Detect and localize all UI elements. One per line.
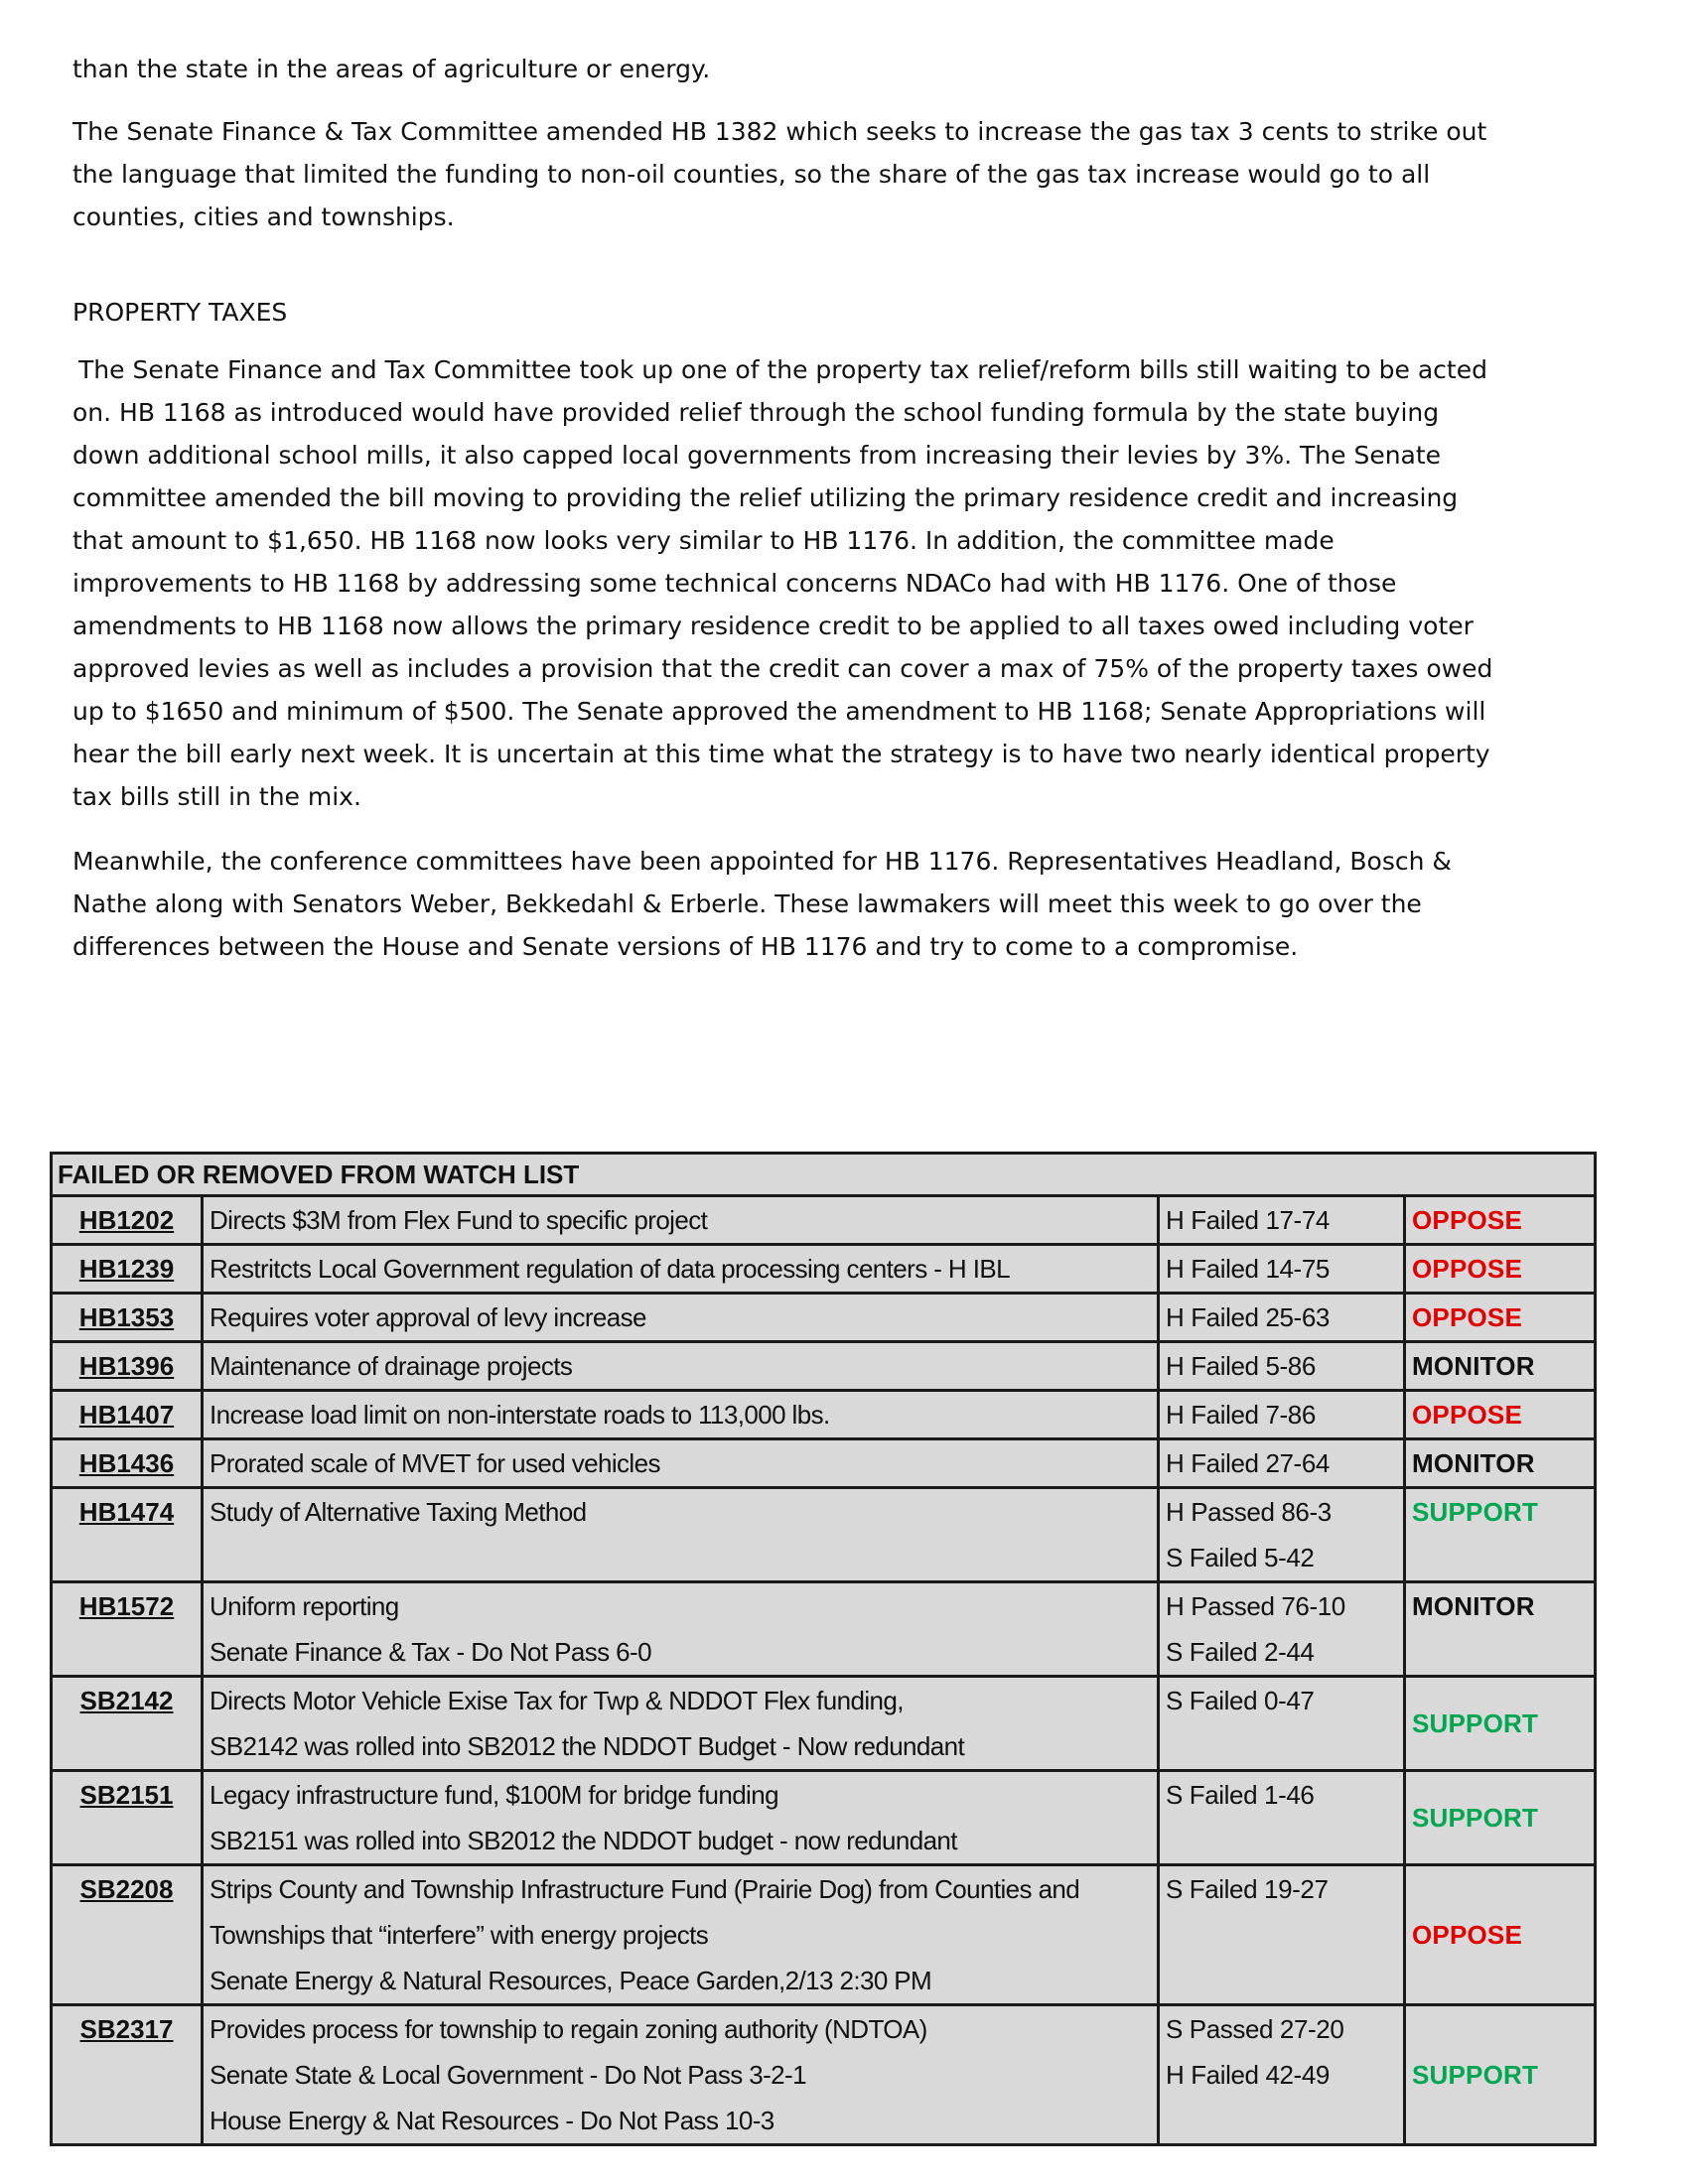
- table-row: [52, 1582, 1596, 1677]
- table-row: [52, 1865, 1596, 2005]
- table-row: [52, 1488, 1596, 1582]
- position-badge: SUPPORT: [1405, 1677, 1596, 1771]
- description-line: SB2142 was rolled into SB2012 the NDDOT Budget - Now redundant: [210, 1731, 965, 1761]
- position-badge: MONITOR: [1405, 1582, 1596, 1677]
- bill-link[interactable]: SB2142: [52, 1677, 203, 1771]
- position-badge: OPPOSE: [1405, 1294, 1596, 1342]
- vote-result: [1159, 1391, 1405, 1439]
- position-badge: OPPOSE: [1405, 1391, 1596, 1439]
- position-badge: SUPPORT: [1405, 1488, 1596, 1582]
- description-line: Legacy infrastructure fund, $100M for bridge funding: [210, 1780, 778, 1810]
- paragraph-hb1168: The Senate Finance and Tax Committee took up one of the property tax relief/reform bills still waiting to be acted on. HB 1168 as introduced would have provided relief through the school funding formula by the state buying down additional school mills, it also capped local governments from increasing their levies by 3%. The Senate committee amended the bill moving to providing the relief utilizing the primary residence credit and increasing that amount to $1,650. HB 1168 now looks very similar to HB 1176. In addition, the committee made improvements to HB 1168 by addressing some technical concerns NDACo had with HB 1176. One of those amendments to HB 1168 now allows the primary residence credit to be applied to all taxes owed including voter approved levies as well as includes a provision that the credit can cover a max of 75% of the property taxes owed up to $1650 and minimum of $500. The Senate approved the amendment to HB 1168; Senate Appropriations will hear the bill early next week. It is uncertain at this time what the strategy is to have two nearly identical property tax bills still in the mix.: [72, 355, 1493, 811]
- watch-list-table: [50, 1152, 1597, 2146]
- paragraph-conference-committee: Meanwhile, the conference committees have been appointed for HB 1176. Representatives Headland, Bosch & Nathe along with Senators Weber, Bekkedahl & Erberle. These lawmakers will meet this week to go over the differences between the House and Senate versions of HB 1176 and try to come to a compromise.: [72, 847, 1452, 961]
- table-row: [52, 1196, 1596, 1245]
- vote-line: H Passed 86-3: [1166, 1497, 1332, 1527]
- table-header-row: [52, 1154, 1596, 1196]
- position-badge: OPPOSE: [1405, 1245, 1596, 1294]
- paragraph-continuation: than the state in the areas of agriculture or energy.: [72, 55, 711, 83]
- bill-description: [203, 1488, 1159, 1582]
- bill-description: [203, 1294, 1159, 1342]
- description-line: Directs Motor Vehicle Exise Tax for Twp & NDDOT Flex funding,: [210, 1686, 904, 1715]
- description-line: Senate Energy & Natural Resources, Peace Garden,2/13 2:30 PM: [210, 1966, 932, 1995]
- table-row: [52, 1439, 1596, 1488]
- bill-description: [203, 1196, 1159, 1245]
- description-line: Senate State & Local Government - Do Not Pass 3-2-1: [210, 2060, 806, 2090]
- bill-link[interactable]: HB1474: [52, 1488, 203, 1582]
- description-line: Restritcts Local Government regulation of data processing centers - H IBL: [210, 1254, 1010, 1284]
- vote-line: S Failed 1-46: [1166, 1780, 1315, 1810]
- vote-line: H Failed 5-86: [1166, 1351, 1316, 1381]
- bill-description: [203, 1342, 1159, 1391]
- description-line: Senate Finance & Tax - Do Not Pass 6-0: [210, 1637, 651, 1667]
- section-heading-property-taxes: PROPERTY TAXES: [72, 298, 288, 327]
- description-line: SB2151 was rolled into SB2012 the NDDOT budget - now redundant: [210, 1826, 957, 1855]
- vote-line: H Failed 7-86: [1166, 1400, 1316, 1430]
- table-row: [52, 1245, 1596, 1294]
- vote-result: [1159, 1294, 1405, 1342]
- bill-description: [203, 1391, 1159, 1439]
- vote-line: H Failed 17-74: [1166, 1205, 1330, 1235]
- description-line: House Energy & Nat Resources - Do Not Pass 10-3: [210, 2106, 774, 2135]
- bill-description: [203, 1865, 1159, 2005]
- bill-link[interactable]: SB2208: [52, 1865, 203, 2005]
- bill-description: [203, 1245, 1159, 1294]
- bill-link[interactable]: HB1572: [52, 1582, 203, 1677]
- bill-link[interactable]: HB1202: [52, 1196, 203, 1245]
- bill-description: [203, 1771, 1159, 1865]
- bill-link[interactable]: SB2317: [52, 2005, 203, 2145]
- vote-result: [1159, 1582, 1405, 1677]
- description-line: Directs $3M from Flex Fund to specific project: [210, 1205, 708, 1235]
- description-line: Increase load limit on non-interstate roads to 113,000 lbs.: [210, 1400, 830, 1430]
- bill-link[interactable]: HB1353: [52, 1294, 203, 1342]
- position-badge: SUPPORT: [1405, 2005, 1596, 2145]
- bill-link[interactable]: HB1239: [52, 1245, 203, 1294]
- table-row: [52, 2005, 1596, 2145]
- vote-line: S Failed 2-44: [1166, 1637, 1315, 1667]
- description-line: [210, 1535, 1151, 1580]
- description-line: Townships that “interfere” with energy projects: [210, 1920, 709, 1950]
- description-line: Strips County and Township Infrastructure Fund (Prairie Dog) from Counties and: [210, 1874, 1080, 1904]
- vote-line: H Failed 42-49: [1166, 2060, 1330, 2090]
- vote-line: H Failed 27-64: [1166, 1448, 1330, 1478]
- position-badge: MONITOR: [1405, 1342, 1596, 1391]
- vote-result: [1159, 1439, 1405, 1488]
- table-row: [52, 1342, 1596, 1391]
- description-line: Requires voter approval of levy increase: [210, 1302, 646, 1332]
- vote-line: S Passed 27-20: [1166, 2014, 1344, 2044]
- description-line: Maintenance of drainage projects: [210, 1351, 573, 1381]
- table-row: [52, 1677, 1596, 1771]
- vote-line: S Failed 5-42: [1166, 1543, 1315, 1572]
- bill-description: [203, 1439, 1159, 1488]
- article: [72, 48, 1502, 990]
- position-badge: OPPOSE: [1405, 1196, 1596, 1245]
- table-row: [52, 1294, 1596, 1342]
- vote-result: [1159, 1245, 1405, 1294]
- vote-line: H Failed 25-63: [1166, 1302, 1330, 1332]
- vote-line: S Failed 19-27: [1166, 1874, 1329, 1904]
- bill-description: [203, 2005, 1159, 2145]
- bill-link[interactable]: HB1396: [52, 1342, 203, 1391]
- bill-link[interactable]: SB2151: [52, 1771, 203, 1865]
- description-line: Study of Alternative Taxing Method: [210, 1497, 587, 1527]
- vote-line: H Passed 76-10: [1166, 1591, 1345, 1621]
- table-row: [52, 1771, 1596, 1865]
- vote-result: [1159, 1342, 1405, 1391]
- vote-result: [1159, 1865, 1405, 2005]
- bill-link[interactable]: HB1407: [52, 1391, 203, 1439]
- bill-description: [203, 1582, 1159, 1677]
- position-badge: OPPOSE: [1405, 1865, 1596, 2005]
- vote-result: [1159, 2005, 1405, 2145]
- bill-link[interactable]: HB1436: [52, 1439, 203, 1488]
- vote-result: [1159, 1771, 1405, 1865]
- table-title: FAILED OR REMOVED FROM WATCH LIST: [52, 1154, 1596, 1196]
- description-line: Uniform reporting: [210, 1591, 399, 1621]
- vote-line: H Failed 14-75: [1166, 1254, 1330, 1284]
- description-line: Provides process for township to regain zoning authority (NDTOA): [210, 2014, 927, 2044]
- vote-result: [1159, 1488, 1405, 1582]
- vote-result: [1159, 1677, 1405, 1771]
- paragraph-gas-tax: The Senate Finance & Tax Committee amended HB 1382 which seeks to increase the gas tax 3 cents to strike out the language that limited the funding to non-oil counties, so the share of the gas tax increase would go to all counties, cities and townships.: [72, 117, 1487, 231]
- vote-line: S Failed 0-47: [1166, 1686, 1315, 1715]
- table-row: [52, 1391, 1596, 1439]
- vote-result: [1159, 1196, 1405, 1245]
- position-badge: MONITOR: [1405, 1439, 1596, 1488]
- bill-description: [203, 1677, 1159, 1771]
- description-line: Prorated scale of MVET for used vehicles: [210, 1448, 660, 1478]
- position-badge: SUPPORT: [1405, 1771, 1596, 1865]
